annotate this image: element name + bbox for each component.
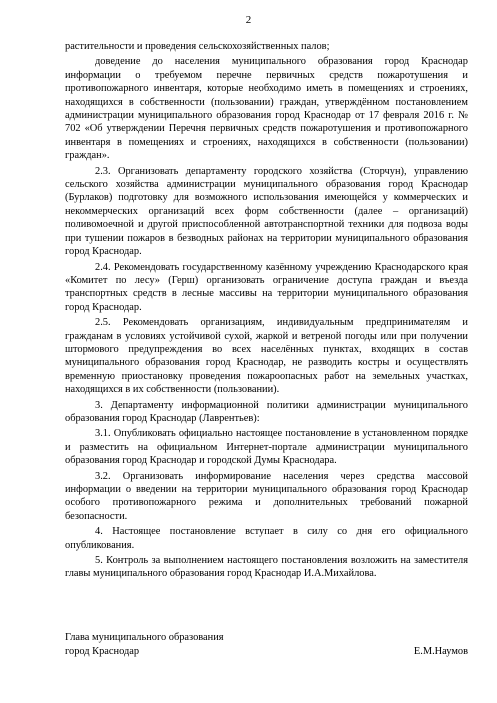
signature-title-line2: город Краснодар [65,645,140,657]
paragraph-2-5: 2.5. Рекомендовать организациям, индивидуальным предпринимателям и гражданам в условиях устойчивой сухой, жаркой и ветреной погоды или при получении штормового предупреждения во всех населённых пунктах, входящих в состав муниципального образования город Краснодар, не разводить костры и осуществлять временную приостановку проведения пожароопасных работ на земельных участках, находящихся в их собственности (пользовании). [65,317,468,396]
signatory-name: Е.М.Наумов [413,645,468,657]
paragraph-2-3: 2.3. Организовать департаменту городского хозяйства (Сторчун), управлению сельского хозяйства администрации муниципального образования город Краснодар (Бурлаков) подготовку для возможного использования имеющейся у коммерческих и некоммерческих организаций всех форм собственности (далее – организаций) поливомоечной и другой приспособленной автотранспортной техники для подвоза воды при тушении пожаров в безводных районах на территории муниципального образования город Краснодар. [65,165,468,258]
signature-row [65,645,468,659]
paragraph-3: 3. Департаменту информационной политики администрации муниципального образования город Краснодар (Лаврентьев): [65,399,468,424]
signature-title-line1: Глава муниципального образования [65,632,224,643]
document-body [65,40,468,583]
paragraph-5: 5. Контроль за выполнением настоящего постановления возложить на заместителя главы муниципального образования город Краснодар И.А.Михайлова. [65,555,468,580]
paragraph-4: 4. Настоящее постановление вступает в силу со дня его официального опубликования. [65,526,468,551]
signature-block [65,631,468,658]
paragraph-3-1: 3.1. Опубликовать официально настоящее постановление в установленном порядке и разместить на официальном Интернет-портале администрации муниципального образования город Краснодар и городской Думы Краснодара. [65,428,468,467]
page-number: 2 [245,14,252,26]
paragraph-1: растительности и проведения сельскохозяйственных палов; [65,41,330,52]
paragraph-2-4: 2.4. Рекомендовать государственному казённому учреждению Краснодарского края «Комитет по лесу» (Герш) организовать ограничение доступа граждан и въезда транспортных средств в лесные массивы на территории муниципального образования город Краснодар. [65,261,468,313]
paragraph-2: доведение до населения муниципального образования город Краснодар информации о требуемом перечне первичных средств пожаротушения и противопожарного инвентаря, которые необходимо иметь в помещениях и строениях, находящихся в собственности (пользовании) граждан, утверждённом постановлением администрации муниципального образования город Краснодар от 17 февраля 2016 г. № 702 «Об утверждении Перечня первичных средств пожаротушения и противопожарного инвентаря в помещениях и строениях, находящихся в собственности (пользовании) граждан». [65,56,468,162]
paragraph-3-2: 3.2. Организовать информирование населения через средства массовой информации о введении на территории муниципального образования город Краснодар особого противопожарного режима и дополнительных требований пожарной безопасности. [65,470,468,522]
